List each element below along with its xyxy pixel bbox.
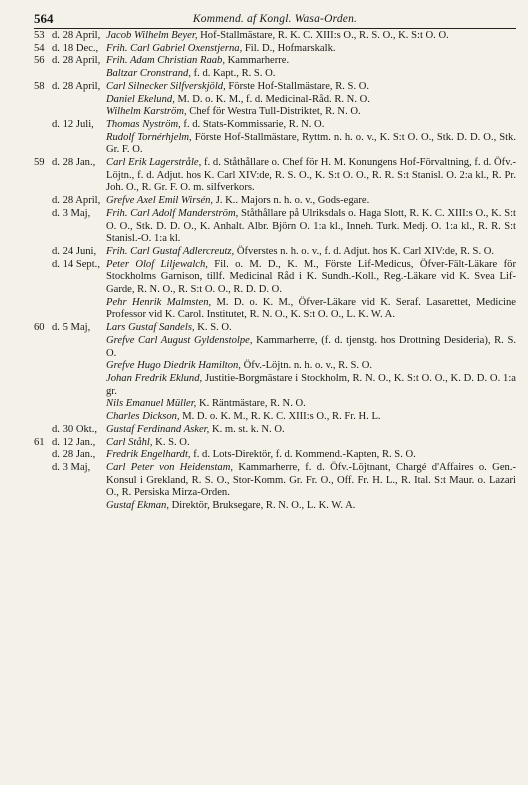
entry-date [52,132,106,157]
entry-date: d. 28 April, [52,30,101,41]
entry-year [34,119,52,132]
list-item [34,81,516,94]
header-rule [34,28,516,29]
entry-text: Förste Hof-Stallmästare, Ryttm. n. h. o. v., K. S:t O. O., Stk. D. D. O., Stk. Gr. F. O. [106,131,516,156]
entry-text: K. m. st. k. N. O. [209,423,285,435]
entry-body [106,30,516,43]
entry-text: Chef för Westra Tull-Distriktet, R. N. O. [186,106,361,118]
entry-text: Direktör, Bruksegare, R. N. O., L. K. W. A. [168,500,356,512]
entry-year [34,246,52,259]
entry-body [106,246,516,259]
entry-name: Frih. Carl Gustaf Adlercreutz, [106,245,235,257]
entry-name: Carl Silnecker Silfverskjöld, [106,80,226,92]
entry-text: K. S. O. [152,436,190,448]
entry-year: 58 [34,80,45,92]
entry-year: 60 [34,322,45,334]
entry-body [106,462,516,500]
entry-date: d. 28 Jan., [52,157,96,169]
entry-date [52,411,106,424]
list-item [34,449,516,462]
entry-text: Kammarherre, f. d. Öfv.-Löjtnant, Chargé d'Affaires o. Gen.-Konsul i Grekland, R. S. O., Stor-Komm. Gr. Fr. O., Off. Fr. H. L., R. Ital. S:t Maur. o. Lazari O., R. Persiska Mirza-Orden. [106,461,517,499]
entry-name: Gustaf Ferdinand Asker, [106,423,210,435]
entry-name: Gustaf Ekman, [106,500,169,512]
entry-name: Johan Fredrik Eklund, [106,372,203,384]
entry-body [106,411,516,424]
entry-name: Lars Gustaf Sandels, [106,322,195,334]
entry-text: f. d. Lots-Direktör, f. d. Kommend.-Kapten, R. S. O. [190,449,416,461]
list-item [34,68,516,81]
entry-name: Grefve Axel Emil Wirsén, [106,195,214,207]
entry-date: d. 3 Maj, [52,461,91,473]
entry-text: Kammarherre. [225,55,290,67]
entry-text: M. D. o. K. M., Öfver-Läkare vid K. Seraf. Lasarettet, Medicine Professor vid K. Carol. Institutet, R. N. O., K. S:t O. O., L. K. W. A. [106,296,516,321]
entry-date: d. 3 Maj, [52,207,91,219]
entry-year: 61 [34,436,45,448]
entry-body [106,322,516,335]
entry-name: Carl Peter von Heidenstam, [106,461,234,473]
entry-year [34,94,52,107]
entry-year [34,259,52,297]
entry-year: 54 [34,42,45,54]
entry-year: 53 [34,30,45,41]
entry-date [52,360,106,373]
entry-body [106,195,516,208]
entry-body [106,500,516,513]
list-item [34,30,516,43]
entry-date [52,297,106,322]
list-item [34,373,516,398]
entry-name: Thomas Nyström, [106,118,181,130]
list-item [34,94,516,107]
list-item [34,259,516,297]
entry-name: Grefve Hugo Diedrik Hamilton, [106,360,241,372]
entry-name: Grefve Carl August Gyldenstolpe, [106,334,253,346]
entry-text: Justitie-Borgmästare i Stockholm, R. N. O., K. S:t O. O., K. D. D. O. 1:a gr. [106,372,516,397]
entry-year [34,411,52,424]
entry-body [106,437,516,450]
entry-date [52,106,106,119]
entry-text: Kammarherre, (f. d. tjenstg. hos Drottning Desideria), R. S. O. [106,334,516,359]
entry-text: Öfverstes n. h. o. v., f. d. Adjut. hos K. Carl XIV:de, R. S. O. [234,245,495,257]
entry-body [106,81,516,94]
entry-date [52,500,106,513]
entry-year [34,208,52,246]
entry-date: d. 28 April, [52,80,101,92]
entry-name: Carl Ståhl, [106,436,153,448]
entry-date: d. 24 Juni, [52,245,97,257]
entry-body [106,449,516,462]
entry-year: 56 [34,55,45,67]
running-title: Kommend. af Kongl. Wasa-Orden. [192,13,358,25]
entry-name: Fredrik Engelhardt, [106,449,191,461]
entry-date [52,94,106,107]
list-item [34,424,516,437]
entry-name: Peter Olof Liljewalch, [106,258,208,270]
entry-year: 59 [34,157,45,169]
entry-text: Ståthållare på Ulriksdals o. Haga Slott, R. K. C. XIII:s O., K. S:t O. O., Stk. D. D. O., K. Anhalt. Albr. Björn O. 1:a kl., Inneh. Turk. Medj. O. 1:a kl., R. R. S:t Stanisl.-O. 1:a kl. [106,207,516,245]
entry-name: Pehr Henrik Malmsten, [106,296,212,308]
list-item [34,411,516,424]
entry-name: Frih. Carl Gabriel Oxenstjerna, [106,42,243,54]
list-item [34,119,516,132]
entry-body [106,297,516,322]
entry-year [34,297,52,322]
entry-body [106,335,516,360]
list-item [34,500,516,513]
list-item [34,335,516,360]
entry-year [34,424,52,437]
entry-body [106,119,516,132]
list-item [34,398,516,411]
entry-name: Baltzar Cronstrand, [106,68,191,80]
list-item [34,132,516,157]
entry-name: Frih. Adam Christian Raab, [106,55,225,67]
entry-date: d. 28 April, [52,195,101,207]
document-page [34,0,516,513]
entry-date: d. 28 April, [52,55,101,67]
entry-year [34,132,52,157]
entry-body [106,55,516,68]
entry-date [52,398,106,411]
entry-text: Fil. D., Hofmarskalk. [242,42,336,54]
entry-year [34,500,52,513]
entry-name: Wilhelm Karström, [106,106,187,118]
list-item [34,55,516,68]
entry-year [34,68,52,81]
list-item [34,322,516,335]
list-item [34,297,516,322]
entry-name: Jacob Wilhelm Beyer, [106,30,198,41]
list-item [34,43,516,56]
entry-date: d. 28 Jan., [52,449,96,461]
entry-year [34,462,52,500]
entry-date: d. 14 Sept., [52,258,100,270]
list-item [34,195,516,208]
list-item [34,106,516,119]
entry-body [106,373,516,398]
page-number: 564 [34,11,54,26]
entry-text: Fil. o. M. D., K. M., Förste Lif-Medicus, Öfver-Fält-Läkare för Stockholms Garnison, tillf. Medicinal Råd i K. Sundh.-Koll., Reg.-Läkare vid K. Svea Lif-Garde, R. N. O., R. S:t O. O., R. D. D. O. [106,258,516,296]
entry-text: f. d. Kapt., R. S. O. [190,68,276,80]
entry-body [106,398,516,411]
entry-date [52,373,106,398]
entry-text: f. d. Ståthållare o. Chef för H. M. Konungens Hof-Förvaltning, f. d. Öfv.-Löjtn., f. d. Adjut. hos K. Carl XIV:de, R. S. O., K. S:t O. O., R. R. S:t Stanisl. O. 2:a kl., R. Pr. Joh. O., R. Gr. F. O. m. silfverkors. [106,157,516,194]
entry-body [106,208,516,246]
list-item [34,208,516,246]
entry-name: Frih. Carl Adolf Manderström, [106,207,239,219]
entry-text: Hof-Stallmästare, R. K. C. XIII:s O., R. S. O., K. S:t O. O. [197,30,449,41]
entry-body [106,68,516,81]
entry-text: K. S. O. [194,322,232,334]
entry-date [52,68,106,81]
entry-name: Daniel Ekelund, [106,93,175,105]
entry-text: M. D. o. K. M., R. K. C. XIII:s O., R. Fr. H. L. [179,411,381,423]
entry-body [106,94,516,107]
entry-body [106,424,516,437]
entry-name: Carl Erik Lagerstråle, [106,157,202,169]
entry-year [34,195,52,208]
entry-body [106,157,516,195]
list-item [34,360,516,373]
entry-year [34,398,52,411]
entry-body [106,43,516,56]
entry-text: Öfv.-Löjtn. n. h. o. v., R. S. O. [240,360,372,372]
entry-date: d. 30 Okt., [52,423,98,435]
entry-year [34,360,52,373]
entry-year [34,449,52,462]
entry-text: J. K.. Majors n. h. o. v., Gods-egare. [213,195,370,207]
entry-year [34,335,52,360]
entry-date: d. 12 Jan., [52,436,96,448]
entry-text: K. Räntmästare, R. N. O. [196,398,306,410]
entry-body [106,132,516,157]
list-item [34,246,516,259]
entry-date: d. 18 Dec., [52,42,99,54]
list-item [34,437,516,450]
entry-body [106,106,516,119]
entry-body [106,259,516,297]
entry-list [34,30,516,513]
entry-date: d. 12 Juli, [52,118,94,130]
page-header [34,0,516,30]
list-item [34,157,516,195]
list-item [34,462,516,500]
entry-text: f. d. Stats-Kommissarie, R. N. O. [180,118,325,130]
entry-year [34,106,52,119]
entry-date: d. 5 Maj, [52,322,91,334]
entry-body [106,360,516,373]
entry-date [52,335,106,360]
entry-name: Nils Emanuel Müller, [106,398,197,410]
entry-text: M. D. o. K. M., f. d. Medicinal-Råd. R. N. O. [174,93,370,105]
entry-year [34,373,52,398]
entry-name: Rudolf Tornérhjelm, [106,131,192,143]
entry-text: Förste Hof-Stallmästare, R. S. O. [225,80,370,92]
entry-name: Charles Dickson, [106,411,180,423]
